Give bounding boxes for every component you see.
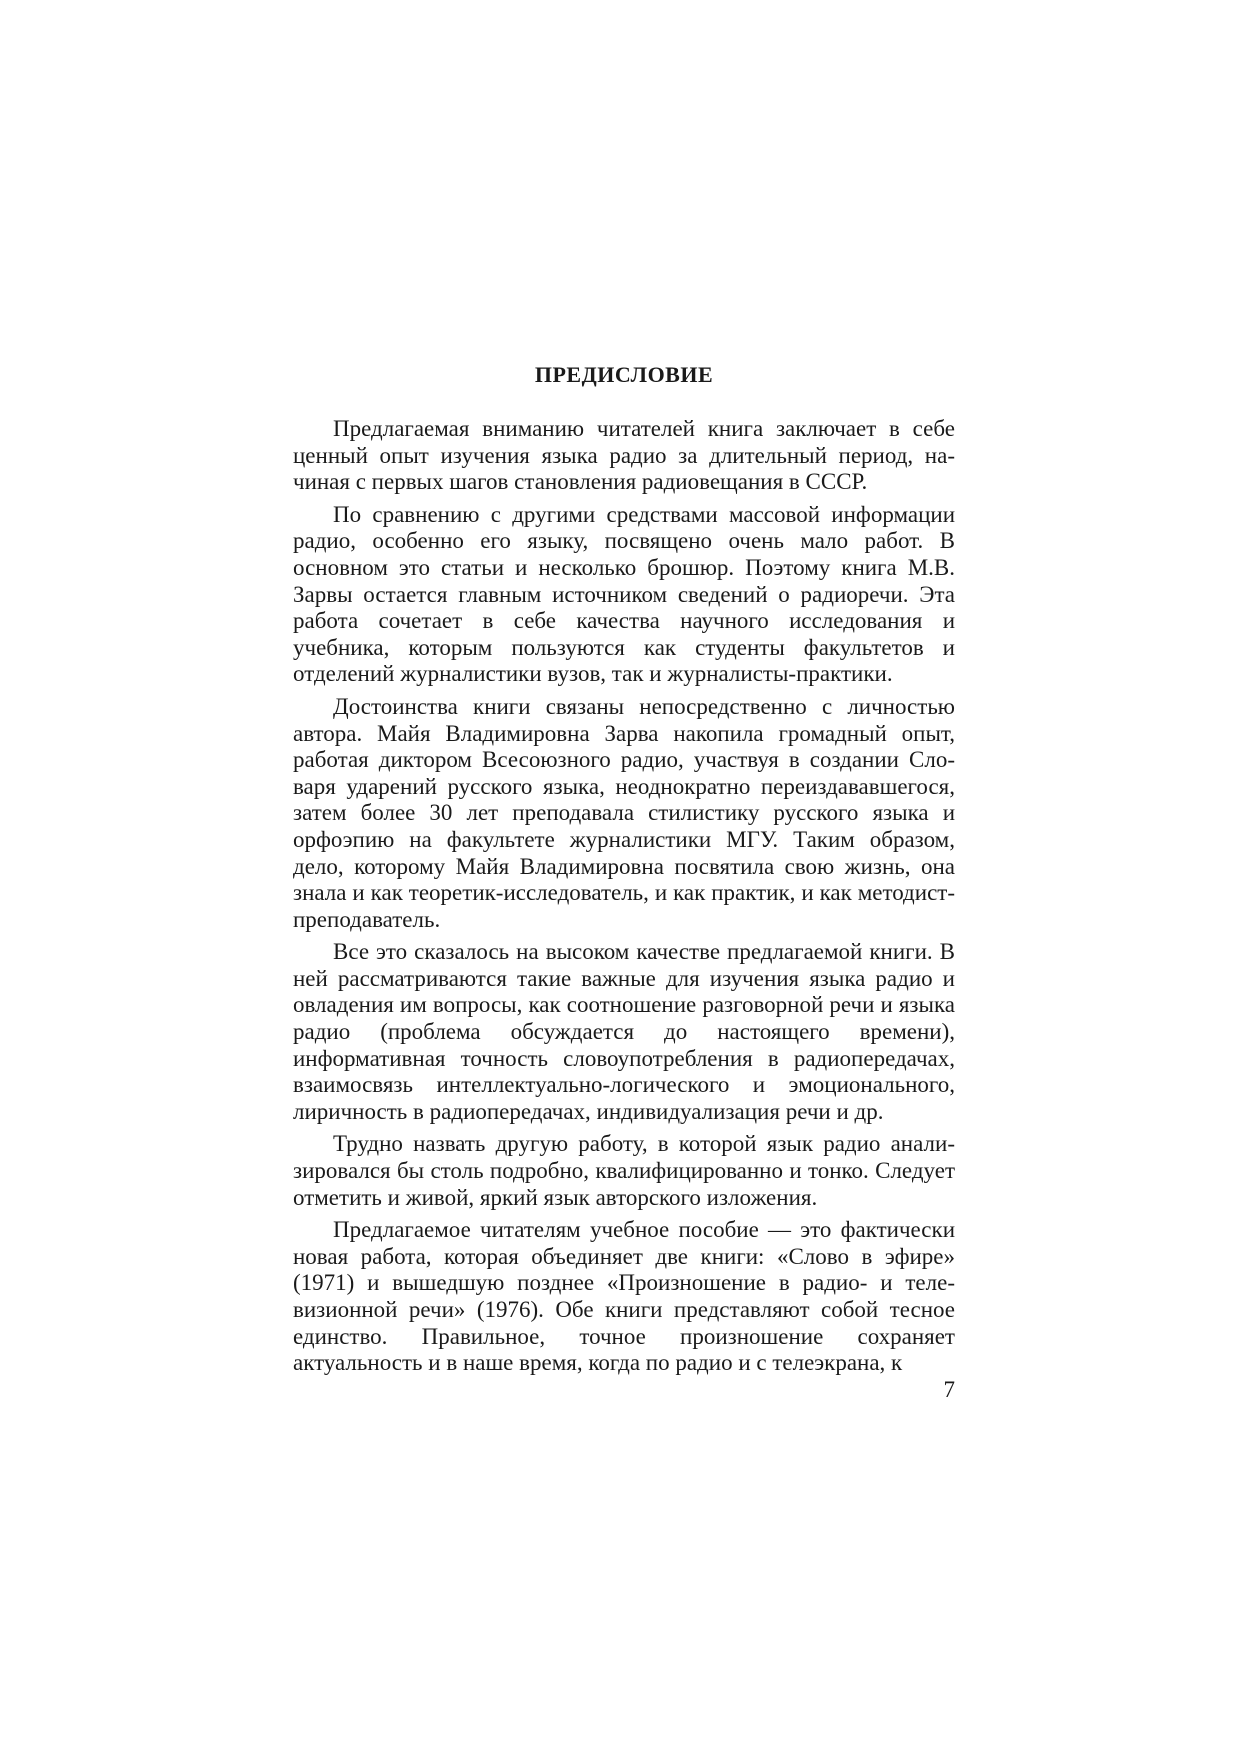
paragraph: По сравнению с другими средствами массовой информации радио, особенно его языку, посвящено очень мало работ. В основном это статьи и несколько брошюр. Поэтому книга М.В. Зарвы остается главным источником сведений о радиоречи. Эта работа сочетает в себе качества научного исследования и учебника, которым пользуются как студенты факультетов и отделений журналистики вузов, так и журналисты-практики.: [293, 501, 955, 687]
paragraph: Достоинства книги связаны непосредственно с личностью автора. Майя Владимировна Зарва накопила громадный опыт, работая диктором Всесоюзного радио, участвуя в создании Словаря ударений русского языка, неоднократно переиздававшегося, затем более 30 лет преподавала стилистику русского языка и орфоэпию на факультете журналистики МГУ. Таким образом, дело, которому Майя Владимировна посвятила свою жизнь, она знала и как теоретик-исследователь, и как практик, и как методист-преподаватель.: [293, 693, 955, 932]
text-block: [293, 360, 955, 1383]
page-number: 7: [943, 1377, 955, 1402]
paragraph: Трудно назвать другую работу, в которой язык радио анализировался бы столь подробно, квалифицированно и тонко. Следует отметить и живой, яркий язык авторского изложения.: [293, 1131, 955, 1210]
paragraph: Предлагаемая вниманию читателей книга заключает в себе ценный опыт изучения языка радио за длительный период, начиная с первых шагов становления радиовещания в СССР.: [293, 416, 955, 495]
page-title: ПРЕДИСЛОВИЕ: [534, 362, 714, 387]
paragraph: Предлагаемое читателям учебное пособие — это фактически новая работа, которая объединяет две книги: «Слово в эфире» (1971) и вышедшую позднее «Произношение в радио- и телевизионной речи» (1976). Обе книги представляют собой тесное единство. Правильное, точное произношение сохраняет актуальность и в наше время, когда по радио и с телеэкрана, к: [293, 1217, 955, 1376]
paragraph: Все это сказалось на высоком качестве предлагаемой книги. В ней рассматриваются такие важные для изучения языка радио и овладения им вопросы, как соотношение разговорной речи и языка радио (проблема обсуждается до настоящего времени), информативная точность словоупотребления в радиопередачах, взаимосвязь интеллектуально-логического и эмоционального, лиричность в радиопередачах, индивидуализация речи и др.: [293, 939, 955, 1124]
